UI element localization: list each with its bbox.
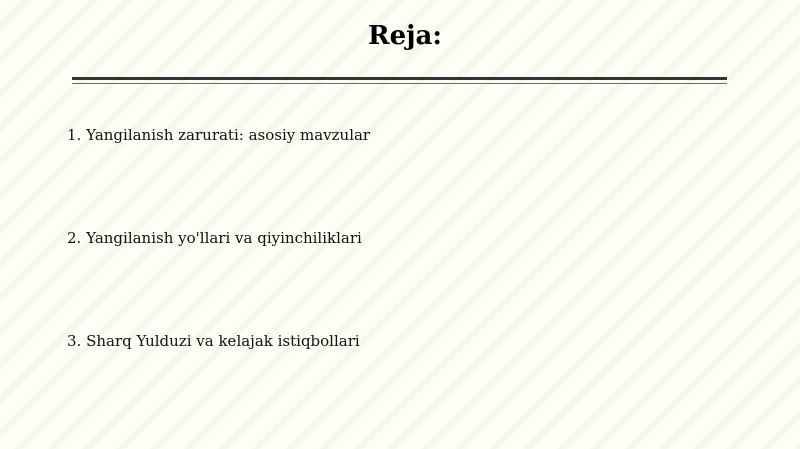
outline-item-3: 3. Sharq Yulduzi va kelajak istiqbollari [67, 332, 360, 350]
title-divider-thin [72, 83, 727, 84]
outline-item-2: 2. Yangilanish yo'llari va qiyinchiliklari [67, 229, 362, 247]
slide-title: Reja: [367, 21, 442, 51]
title-divider-thick [72, 77, 727, 80]
outline-item-1: 1. Yangilanish zarurati: asosiy mavzular [67, 126, 371, 144]
